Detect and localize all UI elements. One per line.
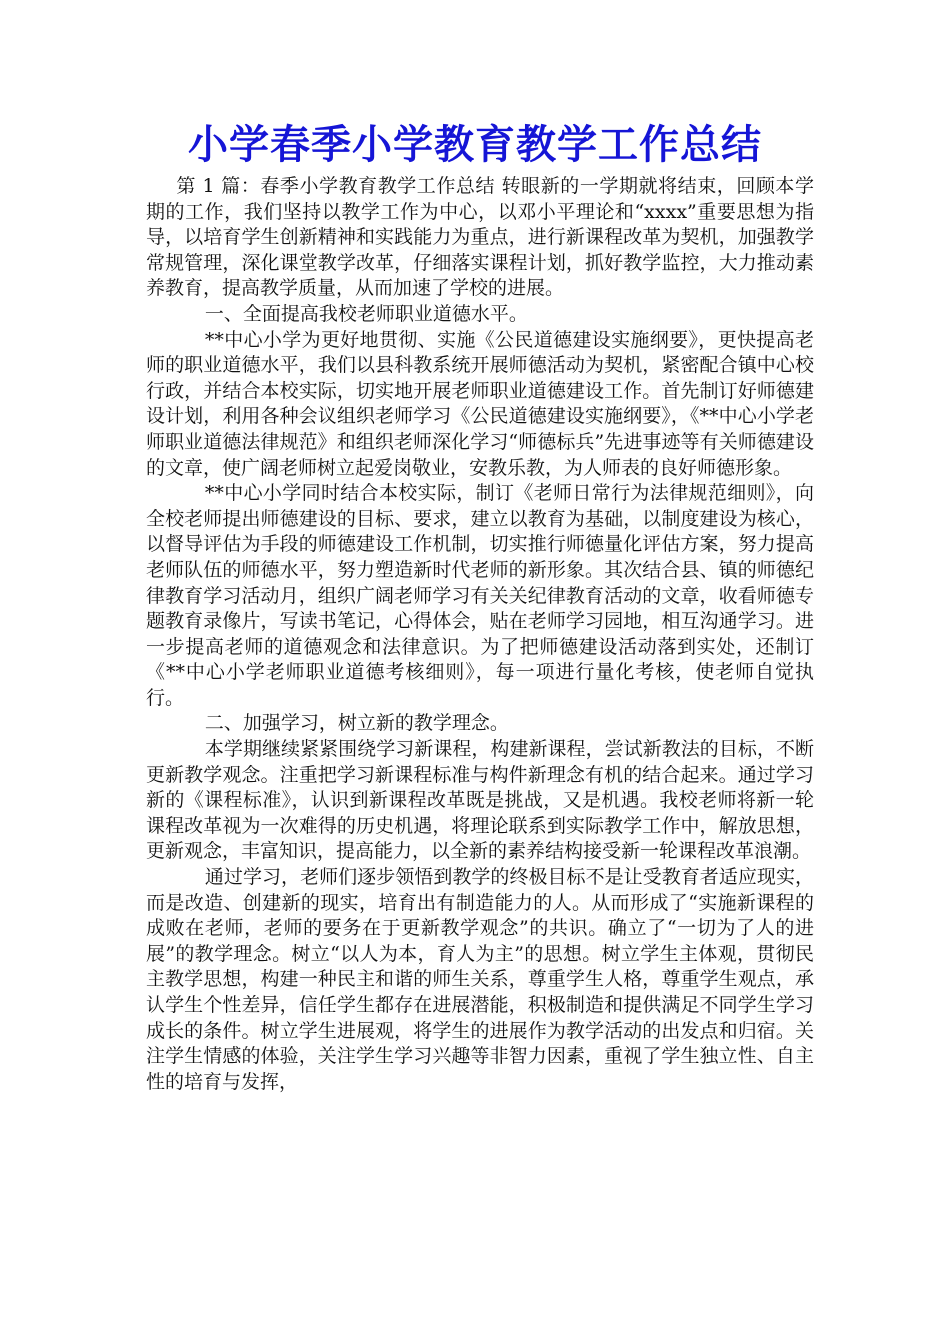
document-body xyxy=(146,174,814,1095)
document-title: 小学春季小学教育教学工作总结 xyxy=(188,122,762,168)
paragraph: 本学期继续紧紧围绕学习新课程，构建新课程，尝试新教法的目标，不断更新教学观念。注重把学习新课程标准与构件新理念有机的结合起来。通过学习新的《课程标准》，认识到新课程改革既是挑战，又是机遇。我校老师将新一轮课程改革视为一次难得的历史机遇，将理论联系到实际教学工作中，解放思想，更新观念，丰富知识，提高能力，以全新的素养结构接受新一轮课程改革浪潮。 xyxy=(146,738,814,863)
paragraph: **中心小学同时结合本校实际，制订《老师日常行为法律规范细则》，向全校老师提出师德建设的目标、要求，建立以教育为基础，以制度建设为核心，以督导评估为手段的师德建设工作机制，切实推行师德量化评估方案，努力提高老师队伍的师德水平，努力塑造新时代老师的新形象。其次结合县、镇的师德纪律教育学习活动月，组织广阔老师学习有关关纪律教育活动的文章，收看师德专题教育录像片，写读书笔记，心得体会，贴在老师学习园地，相互沟通学习。进一步提高老师的道德观念和法律意识。为了把师德建设活动落到实处，还制订《**中心小学老师职业道德考核细则》，每一项进行量化考核，使老师自觉执行。 xyxy=(146,482,814,709)
paragraph: 通过学习，老师们逐步领悟到教学的终极目标不是让受教育者适应现实，而是改造、创建新的现实，培育出有制造能力的人。从而形成了“实施新课程的成败在老师，老师的要务在于更新教学观念”的共识。确立了“一切为了人的进展”的教学理念。树立“以人为本，育人为主”的思想。树立学生主体观，贯彻民主教学思想，构建一种民主和谐的师生关系，尊重学生人格，尊重学生观点，承认学生个性差异，信任学生都存在进展潜能，积极制造和提供满足不同学生学习成长的条件。树立学生进展观，将学生的进展作为教学活动的出发点和归宿。关注学生情感的体验，关注学生学习兴趣等非智力因素，重视了学生独立性、自主性的培育与发挥， xyxy=(146,866,814,1093)
section-heading-2: 二、加强学习，树立新的教学理念。 xyxy=(204,712,509,735)
section-heading-1: 一、全面提高我校老师职业道德水平。 xyxy=(204,302,528,325)
paragraph-intro: 第 1 篇：春季小学教育教学工作总结 转眼新的一学期就将结束，回顾本学期的工作，我们坚持以教学工作为中心，以邓小平理论和“xxxx”重要思想为指导，以培育学生创新精神和实践能力为重点，进行新课程改革为契机，加强教学常规管理，深化课堂教学改革，仔细落实课程计划，抓好教学监控，大力推动素养教育，提高教学质量，从而加速了学校的进展。 xyxy=(146,175,814,300)
paragraph: **中心小学为更好地贯彻、实施《公民道德建设实施纲要》，更快提高老师的职业道德水平，我们以县科教系统开展师德活动为契机，紧密配合镇中心校行政，并结合本校实际，切实地开展老师职业道德建设工作。首先制订好师德建设计划，利用各种会议组织老师学习《公民道德建设实施纲要》，《**中心小学老师职业道德法律规范》和组织老师深化学习“师德标兵”先进事迹等有关师德建设的文章，使广阔老师树立起爱岗敬业，安教乐教，为人师表的良好师德形象。 xyxy=(146,328,814,479)
